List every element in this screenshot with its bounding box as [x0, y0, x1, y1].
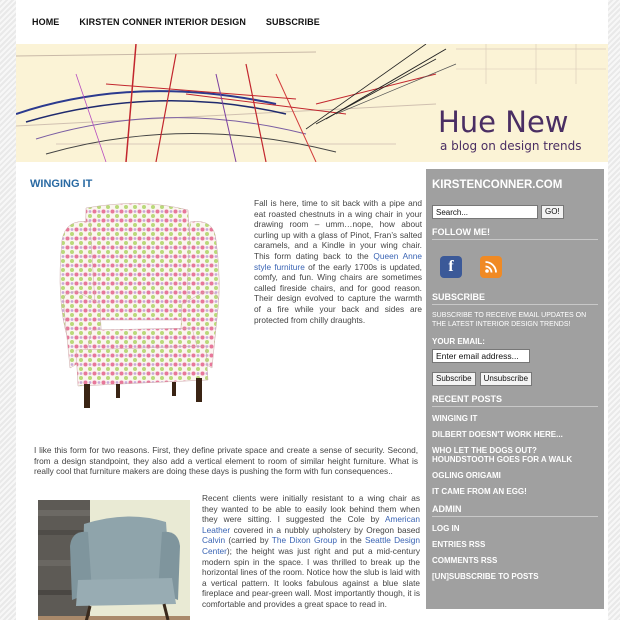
email-field[interactable]	[432, 349, 530, 363]
admin-login-link[interactable]: LOG IN	[432, 524, 460, 533]
recent-post-link[interactable]: WHO LET THE DOGS OUT? HOUNDSTOOTH GOES FOR A WALK	[432, 446, 573, 464]
post-paragraph-1	[254, 198, 422, 325]
recent-post-link[interactable]: OGLING ORIGAMI	[432, 471, 501, 480]
facebook-icon[interactable]: f	[440, 256, 462, 278]
nav-home[interactable]: HOME	[32, 17, 60, 27]
blog-title[interactable]: Hue New	[438, 105, 569, 139]
search-go-button[interactable]: GO!	[541, 205, 564, 219]
recent-post-link[interactable]: IT CAME FROM AN EGG!	[432, 487, 527, 496]
post-text: in the	[337, 535, 366, 546]
rss-glyph	[484, 260, 498, 274]
subscribe-buttons	[432, 372, 598, 386]
admin-list	[432, 524, 598, 581]
sidebar	[426, 169, 604, 609]
admin-heading: ADMIN	[432, 504, 598, 517]
calvin-link[interactable]: Calvin	[202, 535, 226, 546]
email-label: YOUR EMAIL:	[432, 337, 485, 346]
post-text: covered in a nubbly upholstery by Oregon based	[230, 524, 420, 535]
follow-heading: FOLLOW ME!	[432, 227, 598, 240]
unsubscribe-button[interactable]: Unsubscribe	[480, 372, 532, 386]
post-text: (carried by	[225, 535, 272, 546]
nav-subscribe[interactable]: SUBSCRIBE	[265, 17, 320, 27]
sidebar-site-title[interactable]: KIRSTENCONNER.COM	[432, 179, 563, 191]
search-form	[432, 205, 598, 219]
blog-tagline: a blog on design trends	[440, 139, 582, 153]
grey-wing-chair-photo	[38, 500, 190, 620]
main-content	[16, 162, 424, 620]
nav-kirsten-conner-interior-design[interactable]: KIRSTEN CONNER INTERIOR DESIGN	[79, 17, 246, 27]
post-paragraph-3	[202, 493, 420, 610]
search-input[interactable]	[432, 205, 538, 219]
recent-post-link[interactable]: WINGING IT	[432, 414, 478, 423]
post-paragraph-2: I like this form for two reasons. First, they define private space and create a sense of security. Second, from a design standpoint, they also add a vertical element to room of similar height furniture. What is really cool that furniture makers are doing these days is pushing the form with fun consequences..	[34, 445, 418, 477]
post-title[interactable]: WINGING IT	[30, 178, 93, 190]
top-nav	[16, 0, 608, 44]
queen-anne-link[interactable]: Queen Anne style furniture	[254, 250, 422, 272]
post-text: Fall is here, time to sit back with a pipe and eat roasted chestnuts in a wing chair in your drawing room – umm…nope, how about curling up with a glass of Pinot, Fran’s salted caramels, and a Kindle in your wing chair. This form dating back to the	[254, 198, 422, 261]
american-leather-link[interactable]: American Leather	[202, 514, 420, 535]
rss-icon[interactable]	[480, 256, 502, 278]
dixon-group-link[interactable]: The Dixon Group	[271, 535, 338, 546]
subscribe-heading: SUBSCRIBE	[432, 292, 598, 305]
page	[16, 0, 608, 620]
admin-unsubscribe-link[interactable]: [UN]SUBSCRIBE TO POSTS	[432, 572, 539, 581]
post-text: Recent clients were initially resistant to a wing chair as they wanted to be able to easily look behind them when they were sitting. I suggested the Cole by	[202, 493, 420, 525]
wing-chair-photo	[56, 200, 226, 412]
social-icons	[440, 256, 598, 278]
seattle-design-center-link[interactable]: Seattle Design Center	[202, 535, 421, 556]
subscribe-button[interactable]: Subscribe	[432, 372, 476, 386]
recent-post-link[interactable]: DILBERT DOESN'T WORK HERE...	[432, 430, 563, 439]
subscribe-description: SUBSCRIBE TO RECEIVE EMAIL UPDATES ON THE LATEST INTERIOR DESIGN TRENDS!	[432, 312, 587, 328]
post-text: ); the height was just right and put a mid-century modern spin in the space. I was thrilled to break up the horizontal lines of the room. Notice how the slub is laid with a vertical pattern. It looks fabulous against a blue slate fireplace and pear-green wall. Most importantly though, it is comfortable and provides a great space to read in.	[202, 545, 420, 609]
admin-entries-rss-link[interactable]: ENTRIES RSS	[432, 540, 486, 549]
post-text: of the early 1700s is updated, comfy, and fun. Wing chairs are sometimes called fireside chairs, and for good reason. Their design evolved to capture the warmth of a fire while your back and sides are protected from chilly draughts.	[254, 261, 422, 325]
header-banner	[16, 44, 608, 162]
recent-posts-list	[432, 414, 598, 496]
admin-comments-rss-link[interactable]: COMMENTS RSS	[432, 556, 498, 565]
recent-posts-heading: RECENT POSTS	[432, 394, 598, 407]
